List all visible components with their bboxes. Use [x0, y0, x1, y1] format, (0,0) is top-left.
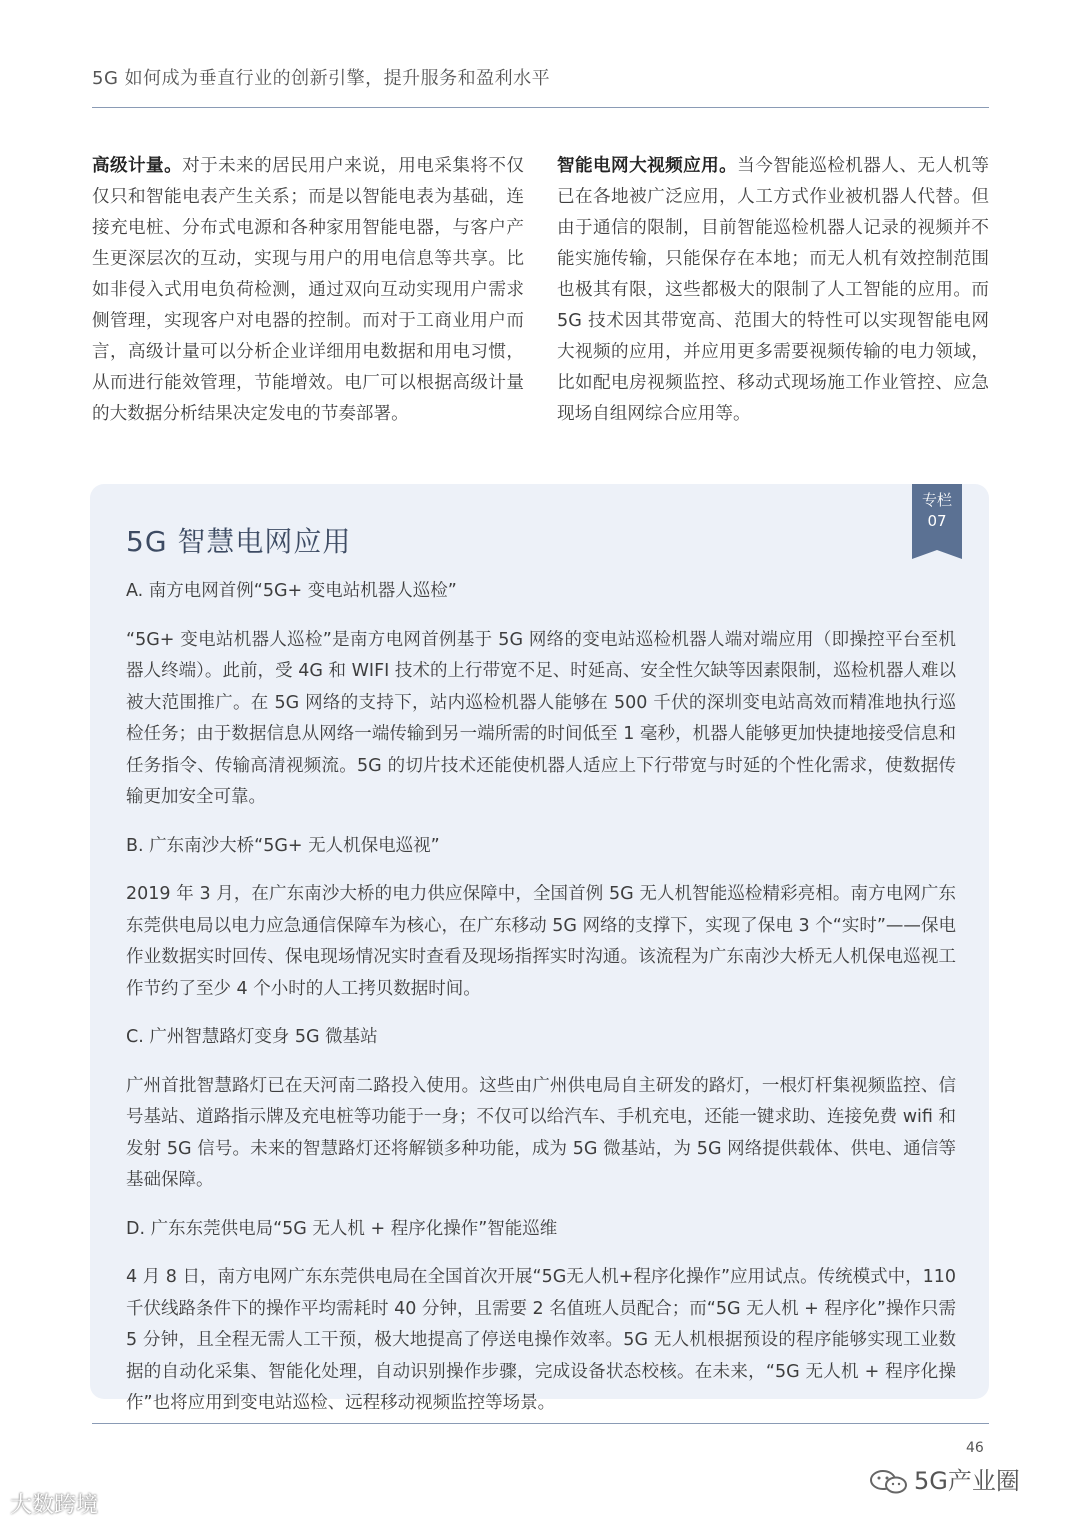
- column-tag-label: 专栏: [921, 491, 952, 509]
- left-lead: 高级计量。: [92, 156, 183, 176]
- left-text: 对于未来的居民用户来说，用电采集将不仅仅只和智能电表产生关系；而是以智能电表为基础，连接充电桩、分布式电源和各种家用智能电器，与客户产生更深层次的互动，实现与用户的用电信息等共享。比如非侵入式用电负荷检测，通过双向互动实现用户需求侧管理，实现客户对电器的控制。而对于工商业用户而言，高级计量可以分析企业详细用电数据和用电习惯，从而进行能效管理，节能增效。电厂可以根据高级计量的大数据分析结果决定发电的节奏部署。: [92, 156, 524, 424]
- footer-divider: [92, 1423, 989, 1424]
- section-d-text: 4 月 8 日，南方电网广东东莞供电局在全国首次开展“5G无人机+程序化操作”应用试点。传统模式中，110 千伏线路条件下的操作平均需耗时 40 分钟，且需要 2 名值班人员配合；而“5G 无人机 + 程序化”操作只需 5 分钟，且全程无需人工干预，极大地提高了停送电操作效率。5G 无人机根据预设的程序能够实现工业数据的自动化采集、智能化处理，自动识别操作步骤，完成设备状态校核。在未来，“5G 无人机 + 程序化操作”也将应用到变电站巡检、远程移动视频监控等场景。: [126, 1267, 956, 1413]
- section-c-text: 广州首批智慧路灯已在天河南二路投入使用。这些由广州供电局自主研发的路灯，一根灯杆集视频监控、信号基站、道路指示牌及充电桩等功能于一身；不仅可以给汽车、手机充电，还能一键求助、连接免费 wifi 和发射 5G 信号。未来的智慧路灯还将解锁多种功能，成为 5G 微基站，为 5G 网络提供载体、供电、通信等基础保障。: [126, 1075, 956, 1190]
- watermark-wechat: [868, 1461, 1020, 1496]
- column-tag-number: 07: [927, 512, 947, 530]
- column-box-title: 5G 智慧电网应用: [126, 525, 352, 558]
- section-b-text: 2019 年 3 月，在广东南沙大桥的电力供应保障中，全国首例 5G 无人机智能巡检精彩亮相。南方电网广东东莞供电局以电力应急通信保障车为核心，在广东移动 5G 网络的支撑下，实现了保电 3 个“实时”——保电作业数据实时回传、保电现场情况实时查看及现场指挥实时沟通。该流程为广东南沙大桥无人机保电巡视工作节约了至少 4 个小时的人工拷贝数据时间。: [126, 884, 956, 999]
- right-text: 当今智能巡检机器人、无人机等已在各地被广泛应用，人工方式作业被机器人代替。但由于通信的限制，目前智能巡检机器人记录的视频并不能实施传输，只能保存在本地；而无人机有效控制范围也极其有限，这些都极大的限制了人工智能的应用。而 5G 技术因其带宽高、范围大的特性可以实现智能电网大视频的应用，并应用更多需要视频传输的电力领域，比如配电房视频监控、移动式现场施工作业管控、应急现场自组网综合应用等。: [557, 156, 989, 424]
- section-a-title: A. 南方电网首例“5G+ 变电站机器人巡检”: [126, 581, 457, 601]
- header-divider: [92, 107, 989, 108]
- wechat-icon: [868, 1469, 910, 1495]
- running-header: 5G 如何成为垂直行业的创新引擎，提升服务和盈利水平: [92, 68, 551, 89]
- section-d-title: D. 广东东莞供电局“5G 无人机 + 程序化操作”智能巡维: [126, 1218, 558, 1239]
- section-a-text: “5G+ 变电站机器人巡检”是南方电网首例基于 5G 网络的变电站巡检机器人端对端应用（即操控平台至机器人终端）。此前，受 4G 和 WIFI 技术的上行带宽不足、时延高、安全性欠缺等因素限制，巡检机器人难以被大范围推广。在 5G 网络的支持下，站内巡检机器人能够在 500 千伏的深圳变电站高效而精准地执行巡检任务；由于数据信息从网络一端传输到另一端所需的时间低至 1 毫秒，机器人能够更加快捷地接受信息和任务指令、传输高清视频流。5G 的切片技术还能使机器人适应上下行带宽与时延的个性化需求，使数据传输更加安全可靠。: [126, 629, 956, 807]
- column-tag: [912, 484, 962, 550]
- watermark-left: [10, 1488, 98, 1519]
- column-tag-ribbon: [912, 550, 962, 559]
- watermark-left-text: 大数跨境: [10, 1493, 99, 1518]
- section-b-title: B. 广东南沙大桥“5G+ 无人机保电巡视”: [126, 835, 440, 856]
- column-box-body: [126, 576, 956, 1437]
- watermark-right-text: 5G产业圈: [914, 1467, 1020, 1495]
- column-box: [90, 484, 989, 1413]
- left-column: [92, 151, 524, 430]
- section-c-title: C. 广州智慧路灯变身 5G 微基站: [126, 1027, 378, 1047]
- page-number: 46: [966, 1440, 984, 1456]
- right-column: [557, 151, 989, 430]
- right-lead: 智能电网大视频应用。: [557, 156, 738, 176]
